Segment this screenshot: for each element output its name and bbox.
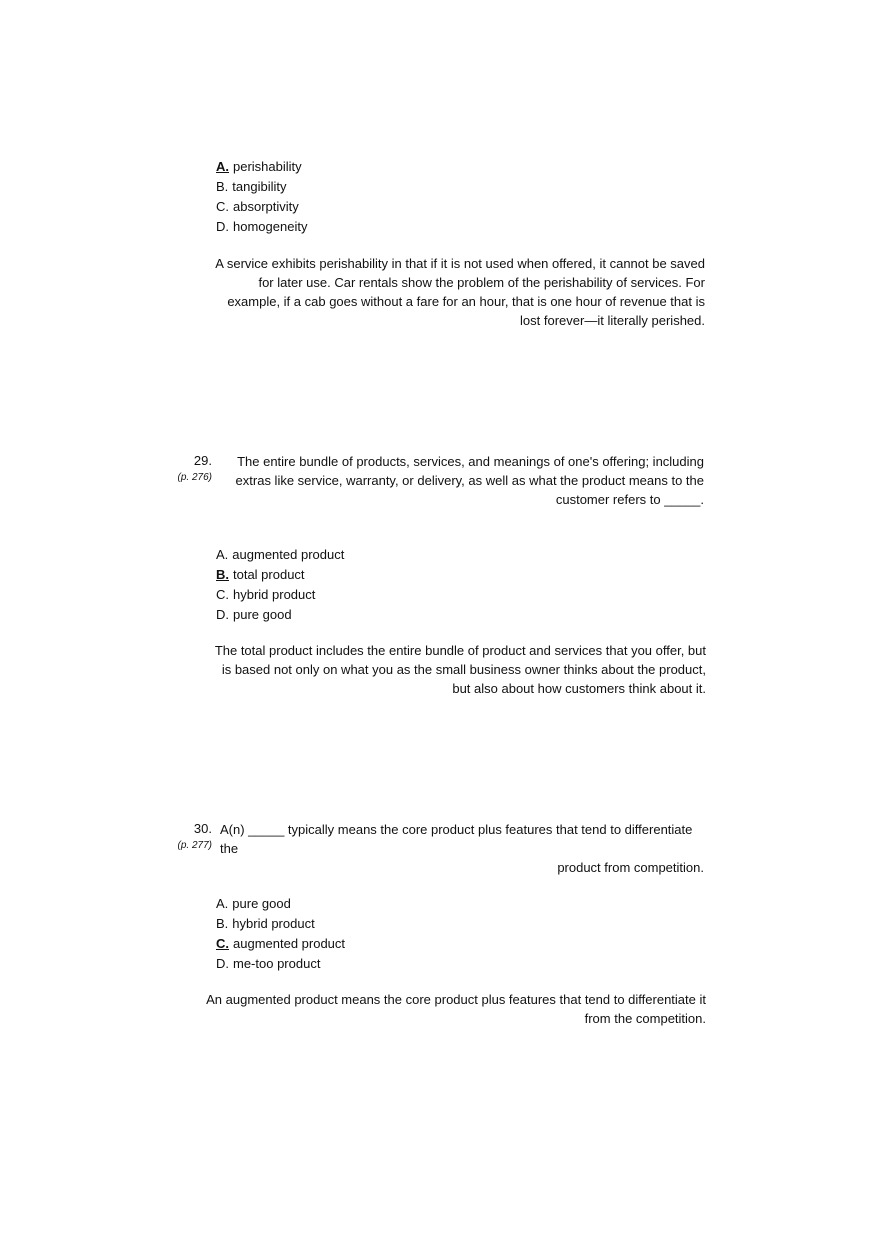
option-letter: D. — [216, 219, 229, 234]
option-text: hybrid product — [232, 916, 315, 931]
explanation-line: A service exhibits perishability in that if it is not used when offered, it cannot be saved — [215, 256, 705, 271]
option-text: pure good — [233, 607, 292, 622]
q30-option-a — [216, 894, 345, 914]
q29-page-ref: (p. 276) — [177, 472, 212, 483]
option-text: augmented product — [232, 547, 345, 562]
q29-option-b — [216, 565, 344, 585]
q28-option-a — [216, 157, 307, 177]
q28-option-c — [216, 197, 307, 217]
explanation-line: lost forever—it literally perished. — [520, 313, 705, 328]
q29-number: 29. — [193, 453, 212, 468]
q29-stem — [222, 452, 704, 509]
q28-options — [216, 157, 307, 237]
option-text: total product — [233, 567, 305, 582]
q30-explanation — [190, 990, 706, 1028]
q30-option-d — [216, 954, 345, 974]
option-text: perishability — [233, 159, 302, 174]
q30-number: 30. — [193, 821, 212, 836]
option-text: homogeneity — [233, 219, 308, 234]
option-letter: D. — [216, 956, 229, 971]
stem-line: The entire bundle of products, services, and meanings of one's offering; including — [237, 454, 704, 469]
option-letter: C. — [216, 936, 229, 951]
option-text: augmented product — [233, 936, 346, 951]
option-text: tangibility — [232, 179, 287, 194]
option-letter: B. — [216, 916, 229, 931]
stem-line: product from competition. — [557, 860, 704, 875]
option-letter: B. — [216, 567, 229, 582]
explanation-line: for later use. Car rentals show the problem of the perishability of services. For — [258, 275, 705, 290]
q29-explanation — [200, 641, 706, 698]
option-letter: C. — [216, 199, 229, 214]
explanation-line: but also about how customers think about it. — [452, 681, 706, 696]
explanation-line: An augmented product means the core product plus features that tend to differentiate it — [206, 992, 706, 1007]
explanation-line: example, if a cab goes without a fare for an hour, that is one hour of revenue that is — [227, 294, 705, 309]
q28-option-d — [216, 217, 307, 237]
stem-line: A(n) _____ typically means the core product plus features that tend to differentiate the — [220, 822, 693, 856]
option-letter: B. — [216, 179, 229, 194]
explanation-line: The total product includes the entire bundle of product and services that you offer, but — [214, 643, 706, 658]
option-letter: A. — [216, 159, 229, 174]
q30-option-b — [216, 914, 345, 934]
q29-option-d — [216, 605, 344, 625]
q29-options — [216, 545, 344, 625]
q30-options — [216, 894, 345, 974]
q28-explanation — [200, 254, 705, 330]
option-letter: C. — [216, 587, 229, 602]
q29-option-c — [216, 585, 344, 605]
option-text: me-too product — [233, 956, 321, 971]
stem-line: extras like service, warranty, or delivery, as well as what the product means to the — [235, 473, 704, 488]
stem-line: customer refers to _____. — [555, 492, 704, 507]
option-letter: A. — [216, 547, 229, 562]
option-text: pure good — [232, 896, 291, 911]
q30-stem — [220, 820, 704, 877]
option-text: absorptivity — [233, 199, 299, 214]
option-letter: A. — [216, 896, 229, 911]
q28-option-b — [216, 177, 307, 197]
explanation-line: from the competition. — [584, 1011, 706, 1026]
q30-page-ref: (p. 277) — [177, 840, 212, 851]
q30-option-c — [216, 934, 345, 954]
explanation-line: is based not only on what you as the small business owner thinks about the product, — [221, 662, 706, 677]
option-letter: D. — [216, 607, 229, 622]
q29-option-a — [216, 545, 344, 565]
option-text: hybrid product — [233, 587, 316, 602]
